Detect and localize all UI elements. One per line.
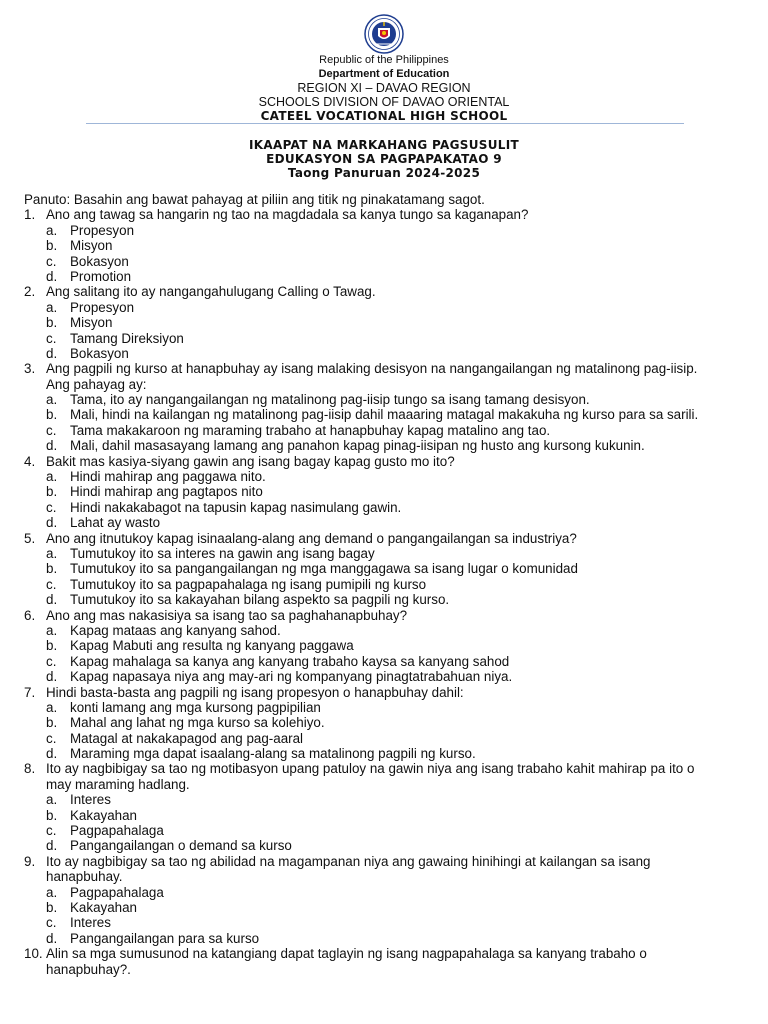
question-number: 2. bbox=[24, 284, 36, 300]
choice-text: Pagpapahalaga bbox=[70, 884, 164, 900]
header-republic: Republic of the Philippines bbox=[319, 54, 449, 66]
choice-letter: d. bbox=[46, 515, 58, 531]
choice-letter: c. bbox=[46, 730, 57, 746]
question-continuation bbox=[24, 962, 744, 977]
question-number: 3. bbox=[24, 361, 36, 377]
choice-text: Lahat ay wasto bbox=[70, 515, 161, 531]
choice-letter: c. bbox=[46, 653, 57, 669]
choice-text: Kapag napasaya niya ang may-ari ng kompanyang pinagtatrabahuan niya. bbox=[70, 669, 513, 685]
question-item bbox=[24, 946, 744, 961]
question-item bbox=[24, 761, 744, 776]
question-item bbox=[24, 284, 744, 299]
choice-text: Kakayahan bbox=[70, 807, 138, 823]
question-number: 6. bbox=[24, 607, 36, 623]
choice-letter: d. bbox=[46, 592, 58, 608]
answer-choice bbox=[24, 300, 744, 315]
answer-choice bbox=[24, 238, 744, 253]
choice-letter: d. bbox=[46, 438, 58, 454]
answer-choice bbox=[24, 808, 744, 823]
choice-letter: b. bbox=[46, 238, 58, 254]
choice-text: Kapag Mabuti ang resulta ng kanyang paggawa bbox=[70, 638, 354, 654]
choice-text: Mali, hindi na kailangan ng matalinong pag-iisip dahil maaaring matagal makakuha ng kurso para sa sarili. bbox=[70, 407, 699, 423]
answer-choice bbox=[24, 746, 744, 761]
answer-choice bbox=[24, 592, 744, 607]
question-text: Ang pagpili ng kurso at hanapbuhay ay isang malaking desisyon na nangangailangan ng matalinong pag-iisip. bbox=[46, 361, 698, 377]
question-number: 7. bbox=[24, 684, 36, 700]
choice-letter: b. bbox=[46, 807, 58, 823]
choice-letter: c. bbox=[46, 330, 57, 346]
choice-text: Maraming mga dapat isaalang-alang sa matalinong pagpili ng kurso. bbox=[70, 746, 476, 762]
answer-choice bbox=[24, 700, 744, 715]
answer-choice bbox=[24, 561, 744, 576]
question-number: 5. bbox=[24, 530, 36, 546]
answer-choice bbox=[24, 484, 744, 499]
question-text: may maraming hadlang. bbox=[46, 776, 190, 792]
answer-choice bbox=[24, 638, 744, 653]
choice-text: Tumutukoy ito sa pagpapahalaga ng isang pumipili ng kurso bbox=[70, 576, 427, 592]
answer-choice bbox=[24, 577, 744, 592]
choice-text: Pangangailangan o demand sa kurso bbox=[70, 838, 292, 854]
answer-choice bbox=[24, 915, 744, 930]
choice-letter: a. bbox=[46, 545, 58, 561]
answer-choice bbox=[24, 715, 744, 730]
exam-body bbox=[24, 192, 744, 977]
choice-text: Kapag mataas ang kanyang sahod. bbox=[70, 622, 281, 638]
choice-text: Hindi mahirap ang pagtapos nito bbox=[70, 484, 263, 500]
header-divider bbox=[86, 123, 684, 124]
exam-subject: EDUKASYON SA PAGPAPAKATAO 9 bbox=[266, 152, 502, 166]
choice-text: Kakayahan bbox=[70, 899, 138, 915]
choice-letter: b. bbox=[46, 715, 58, 731]
question-text: Ano ang itnutukoy kapag isinaalang-alang ang demand o pangangailangan sa industriya? bbox=[46, 530, 577, 546]
answer-choice bbox=[24, 654, 744, 669]
answer-choice bbox=[24, 423, 744, 438]
question-number: 1. bbox=[24, 207, 36, 223]
choice-text: Tama makakaroon ng maraming trabaho at hanapbuhay kapag matalino ang tao. bbox=[70, 422, 551, 438]
question-text: Ano ang mas nakasisiya sa isang tao sa paghahanapbuhay? bbox=[46, 607, 408, 623]
answer-choice bbox=[24, 792, 744, 807]
header-region: REGION XI – DAVAO REGION bbox=[297, 81, 471, 95]
question-item bbox=[24, 531, 744, 546]
choice-text: Bokasyon bbox=[70, 345, 129, 361]
choice-text: Tumutukoy ito sa kakayahan bilang aspekto sa pagpili ng kurso. bbox=[70, 592, 450, 608]
question-text: hanapbuhay?. bbox=[46, 961, 131, 977]
answer-choice bbox=[24, 392, 744, 407]
answer-choice bbox=[24, 515, 744, 530]
question-text: Ang pahayag ay: bbox=[46, 376, 147, 392]
header-school: CATEEL VOCATIONAL HIGH SCHOOL bbox=[260, 109, 508, 123]
choice-text: Pangangailangan para sa kurso bbox=[70, 930, 260, 946]
choice-letter: c. bbox=[46, 253, 57, 269]
choice-letter: a. bbox=[46, 699, 58, 715]
choice-letter: d. bbox=[46, 838, 58, 854]
question-text: Alin sa mga sumusunod na katangiang dapat taglayin ng isang nagpapahalaga sa kanyang trabaho o bbox=[46, 946, 647, 962]
answer-choice bbox=[24, 346, 744, 361]
question-text: hanapbuhay. bbox=[46, 869, 123, 885]
answer-choice bbox=[24, 407, 744, 422]
choice-letter: d. bbox=[46, 268, 58, 284]
choice-text: Propesyon bbox=[70, 222, 135, 238]
choice-letter: a. bbox=[46, 222, 58, 238]
choice-text: Misyon bbox=[70, 238, 113, 254]
question-text: Ito ay nagbibigay sa tao ng abilidad na magampanan niya ang gawaing hinihingi at kailangan sa isang bbox=[46, 853, 651, 869]
answer-choice bbox=[24, 223, 744, 238]
choice-letter: b. bbox=[46, 638, 58, 654]
header-division: SCHOOLS DIVISION OF DAVAO ORIENTAL bbox=[258, 95, 510, 109]
choice-text: Tama, ito ay nangangailangan ng matalinong pag-iisip tungo sa isang tamang desisyon. bbox=[70, 392, 590, 408]
exam-year: Taong Panuruan 2024-2025 bbox=[287, 166, 481, 180]
answer-choice bbox=[24, 900, 744, 915]
choice-text: Hindi mahirap ang paggawa nito. bbox=[70, 469, 266, 485]
question-text: Ito ay nagbibigay sa tao ng motibasyon upang patuloy na gawin niya ang isang trabaho kahit mahirap pa ito o bbox=[46, 761, 695, 777]
choice-letter: b. bbox=[46, 899, 58, 915]
choice-text: Tumutukoy ito sa interes na gawin ang isang bagay bbox=[70, 545, 375, 561]
choice-text: Mali, dahil masasayang lamang ang panahon kapag pinag-iisipan ng husto ang kursong kukunin. bbox=[70, 438, 645, 454]
question-continuation bbox=[24, 869, 744, 884]
choice-text: Mahal ang lahat ng mga kurso sa kolehiyo. bbox=[70, 715, 325, 731]
choice-letter: a. bbox=[46, 469, 58, 485]
choice-letter: b. bbox=[46, 407, 58, 423]
choice-text: Propesyon bbox=[70, 299, 135, 315]
exam-title: IKAAPAT NA MARKAHANG PAGSUSULIT bbox=[249, 138, 519, 152]
choice-text: Pagpapahalaga bbox=[70, 823, 164, 839]
choice-text: Misyon bbox=[70, 315, 113, 331]
question-item bbox=[24, 454, 744, 469]
question-text: Ang salitang ito ay nangangahulugang Calling o Tawag. bbox=[46, 284, 376, 300]
choice-text: Promotion bbox=[70, 268, 132, 284]
choice-text: Kapag mahalaga sa kanya ang kanyang trabaho kaysa sa kanyang sahod bbox=[70, 653, 510, 669]
question-text: Bakit mas kasiya-siyang gawin ang isang bagay kapag gusto mo ito? bbox=[46, 453, 455, 469]
choice-letter: a. bbox=[46, 884, 58, 900]
choice-letter: c. bbox=[46, 823, 57, 839]
question-text: Ano ang tawag sa hangarin ng tao na magdadala sa kanya tungo sa kaganapan? bbox=[46, 207, 529, 223]
question-item bbox=[24, 361, 744, 376]
answer-choice bbox=[24, 931, 744, 946]
question-item bbox=[24, 854, 744, 869]
choice-letter: a. bbox=[46, 622, 58, 638]
answer-choice bbox=[24, 469, 744, 484]
deped-seal-icon bbox=[364, 14, 404, 54]
answer-choice bbox=[24, 838, 744, 853]
choice-text: Tumutukoy ito sa pangangailangan ng mga manggagawa sa isang lugar o komunidad bbox=[70, 561, 578, 577]
exam-titles bbox=[0, 138, 768, 180]
answer-choice bbox=[24, 823, 744, 838]
choice-letter: c. bbox=[46, 499, 57, 515]
question-number: 4. bbox=[24, 453, 36, 469]
question-continuation bbox=[24, 377, 744, 392]
choice-letter: d. bbox=[46, 345, 58, 361]
question-item bbox=[24, 608, 744, 623]
question-text: Hindi basta-basta ang pagpili ng isang propesyon o hanapbuhay dahil: bbox=[46, 684, 464, 700]
choice-letter: c. bbox=[46, 576, 57, 592]
choice-letter: c. bbox=[46, 915, 57, 931]
answer-choice bbox=[24, 269, 744, 284]
choice-letter: d. bbox=[46, 746, 58, 762]
instructions bbox=[24, 192, 744, 207]
choice-letter: a. bbox=[46, 792, 58, 808]
instructions-text: Panuto: Basahin ang bawat pahayag at piliin ang titik ng pinakatamang sagot. bbox=[24, 192, 485, 207]
question-item bbox=[24, 685, 744, 700]
header-department: Department of Education bbox=[318, 68, 450, 80]
question-continuation bbox=[24, 777, 744, 792]
answer-choice bbox=[24, 623, 744, 638]
choice-text: Interes bbox=[70, 915, 111, 931]
choice-letter: d. bbox=[46, 669, 58, 685]
choice-text: Tamang Direksiyon bbox=[70, 330, 184, 346]
answer-choice bbox=[24, 885, 744, 900]
answer-choice bbox=[24, 500, 744, 515]
question-number: 9. bbox=[24, 853, 36, 869]
answer-choice bbox=[24, 731, 744, 746]
answer-choice bbox=[24, 669, 744, 684]
question-number: 10. bbox=[24, 946, 43, 962]
choice-letter: a. bbox=[46, 299, 58, 315]
choice-letter: b. bbox=[46, 561, 58, 577]
choice-text: Bokasyon bbox=[70, 253, 129, 269]
choice-letter: b. bbox=[46, 315, 58, 331]
answer-choice bbox=[24, 254, 744, 269]
choice-text: Hindi nakakabagot na tapusin kapag nasimulang gawin. bbox=[70, 499, 402, 515]
question-item bbox=[24, 207, 744, 222]
answer-choice bbox=[24, 546, 744, 561]
choice-text: Matagal at nakakapagod ang pag-aaral bbox=[70, 730, 304, 746]
choice-letter: b. bbox=[46, 484, 58, 500]
answer-choice bbox=[24, 315, 744, 330]
answer-choice bbox=[24, 438, 744, 453]
choice-text: konti lamang ang mga kursong pagpipilian bbox=[70, 699, 321, 715]
answer-choice bbox=[24, 331, 744, 346]
choice-text: Interes bbox=[70, 792, 111, 808]
choice-letter: a. bbox=[46, 392, 58, 408]
choice-letter: d. bbox=[46, 930, 58, 946]
question-number: 8. bbox=[24, 761, 36, 777]
choice-letter: c. bbox=[46, 422, 57, 438]
